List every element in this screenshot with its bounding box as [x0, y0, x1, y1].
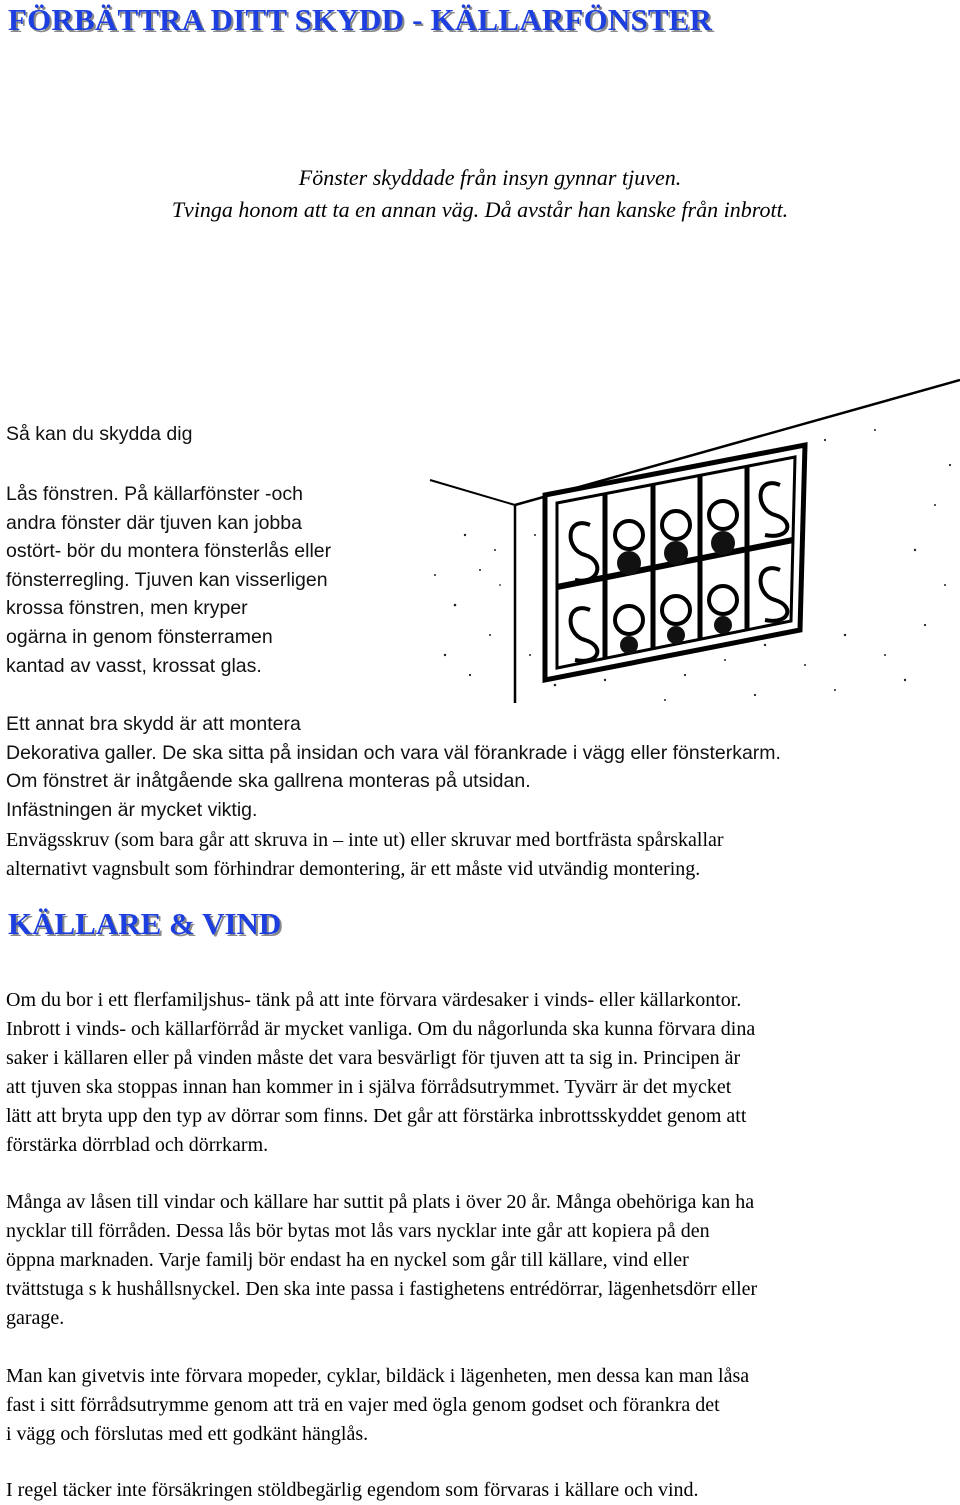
paragraph-line: Lås fönstren. På källarfönster -och [6, 483, 303, 505]
paragraph-line: Om fönstret är inåtgående ska gallrena monteras på utsidan. [6, 770, 531, 793]
paragraph-line: alternativt vagnsbult som förhindrar demontering, är ett måste vid utvändig montering. [6, 858, 701, 880]
intro-text [0, 162, 960, 226]
paragraph-line: saker i källaren eller på vinden måste det vara besvärligt för tjuven att ta sig in. Principen är [6, 1047, 741, 1069]
paragraph-line: Infästningen är mycket viktig. [6, 798, 258, 821]
section-heading-cellar-attic: KÄLLARE & VIND [8, 906, 282, 941]
paragraph-line: Många av låsen till vindar och källare har suttit på plats i över 20 år. Många obehöriga kan ha [6, 1191, 755, 1213]
page-title: FÖRBÄTTRA DITT SKYDD - KÄLLARFÖNSTER [8, 2, 713, 37]
paragraph-line: andra fönster där tjuven kan jobba [6, 511, 302, 534]
paragraph-line: ogärna in genom fönsterramen [6, 625, 273, 648]
paragraph-line: fast i sitt förrådsutrymme genom att trä en vajer med ögla genom godset och förankra det [6, 1394, 720, 1416]
paragraph-line: öppna marknaden. Varje familj bör endast ha en nyckel som går till källare, vind eller [6, 1249, 689, 1271]
paragraph-line: fönsterregling. Tjuven kan visserligen [6, 568, 328, 591]
cellar-paragraph-4 [6, 1476, 699, 1505]
paragraph-line: i vägg och förslutas med ett godkänt hänglås. [6, 1423, 369, 1445]
paragraph-line: Om du bor i ett flerfamiljshus- tänk på att inte förvara värdesaker i vinds- eller källarkontor. [6, 989, 742, 1011]
paragraph-line: garage. [6, 1307, 65, 1329]
paragraph-line: kantad av vasst, krossat glas. [6, 654, 262, 677]
paragraph-line: Envägsskruv (som bara går att skruva in – inte ut) eller skruvar med bortfrästa spårskallar [6, 829, 724, 851]
screw-paragraph [6, 826, 724, 884]
paragraph-line: krossa fönstren, men kryper [6, 597, 248, 620]
paragraph-line: I regel täcker inte försäkringen stöldbegärlig egendom som förvaras i källare och vind. [6, 1479, 699, 1501]
paragraph-line: nycklar till förråden. Dessa lås bör bytas mot lås vars nycklar inte går att kopiera på den [6, 1220, 710, 1242]
cellar-paragraph-2 [6, 1188, 757, 1333]
grille-paragraph [6, 710, 781, 824]
window-grille-drawing [405, 335, 960, 705]
paragraph-line: ostört- bör du montera fönsterlås eller [6, 540, 332, 563]
intro-line-2: Tvinga honom att ta en annan väg. Då avstår han kanske från inbrott. [171, 197, 789, 222]
paragraph-line: Man kan givetvis inte förvara mopeder, cyklar, bildäck i lägenheten, men dessa kan man låsa [6, 1365, 750, 1387]
cellar-paragraph-3 [6, 1362, 749, 1449]
paragraph-line: tvättstuga s k hushållsnyckel. Den ska inte passa i fastighetens entrédörrar, lägenhetsdörr eller [6, 1278, 758, 1300]
paragraph-line: Dekorativa galler. De ska sitta på insidan och vara väl förankrade i vägg eller fönsterkarm. [6, 741, 781, 764]
window-grille-illustration [405, 335, 960, 705]
section-heading-protect: Så kan du skydda dig [6, 423, 193, 445]
paragraph-line: lätt att bryta upp den typ av dörrar som finns. Det går att förstärka inbrottsskyddet genom att [6, 1105, 747, 1127]
cellar-paragraph-1 [6, 986, 755, 1160]
paragraph-line: att tjuven ska stoppas innan han kommer in i själva förrådsutrymmet. Tyvärr är det mycket [6, 1076, 732, 1098]
paragraph-line: förstärka dörrblad och dörrkarm. [6, 1134, 269, 1156]
locks-paragraph [6, 480, 331, 680]
paragraph-line: Inbrott i vinds- och källarförråd är mycket vanliga. Om du någorlunda ska kunna förvara dina [6, 1018, 756, 1040]
intro-line-1: Fönster skyddade från insyn gynnar tjuven. [298, 165, 682, 190]
paragraph-line: Ett annat bra skydd är att montera [6, 713, 301, 735]
